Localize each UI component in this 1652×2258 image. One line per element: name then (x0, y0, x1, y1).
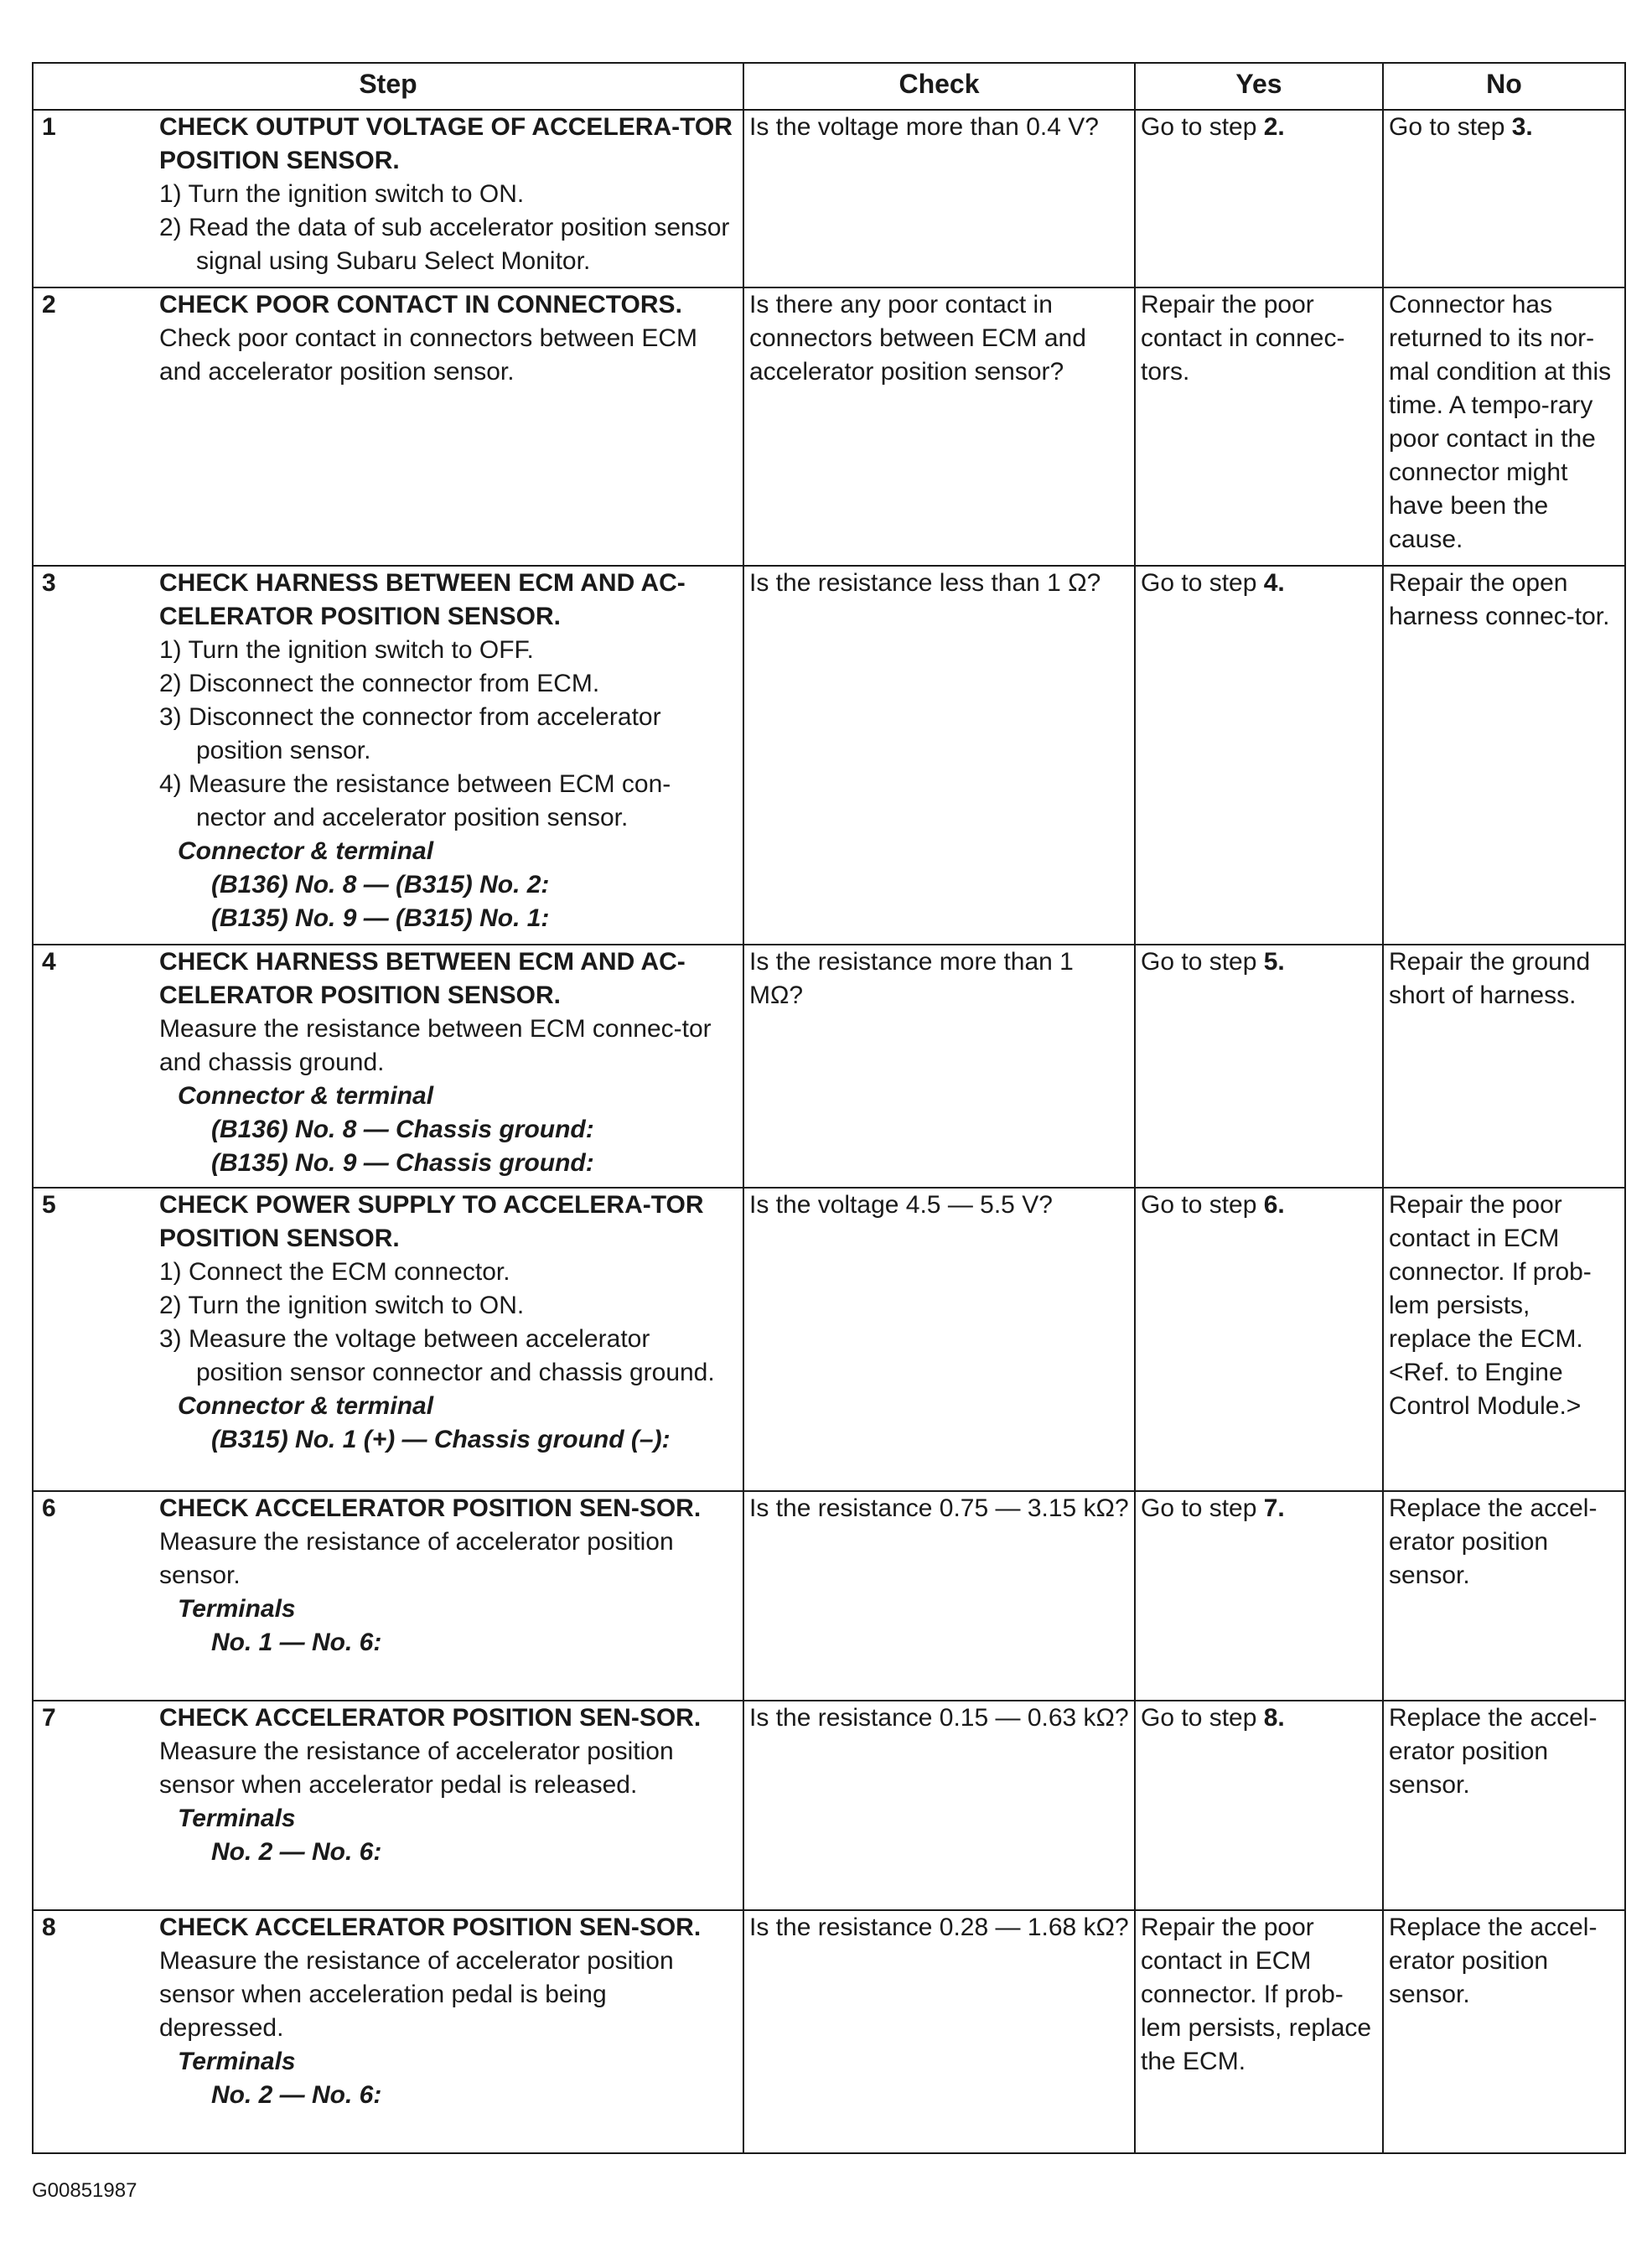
no-step-ref: 3. (1511, 113, 1533, 141)
check-text: Is the voltage more than 0.4 V? (749, 113, 1099, 141)
step-title: CHECK ACCELERATOR POSITION SEN-SOR. (159, 1704, 702, 1732)
yes-cell (1135, 110, 1383, 287)
step-cell (33, 566, 743, 945)
step-cell (33, 1701, 743, 1910)
check-text: Is the resistance 0.15 — 0.63 kΩ? (749, 1704, 1129, 1732)
step-description: Measure the resistance of accelerator position sensor. (159, 1528, 674, 1589)
substep: 3) Measure the voltage between accelerator position sensor connector and chassis ground. (159, 1325, 715, 1386)
no-text: Replace the accel-erator position sensor. (1389, 1914, 1598, 2008)
step-cell (33, 1188, 743, 1491)
yes-step-ref: 8. (1263, 1704, 1285, 1732)
step-description: Measure the resistance of accelerator position sensor when accelerator pedal is released. (159, 1738, 674, 1799)
no-cell (1383, 1910, 1625, 2153)
spec-label: Terminals (178, 2048, 296, 2075)
substep: 3) Disconnect the connector from accelerator position sensor. (159, 703, 661, 764)
spec-value: (B136) No. 8 — (B315) No. 2: (211, 871, 550, 899)
check-text: Is the resistance 0.28 — 1.68 kΩ? (749, 1914, 1129, 1941)
table-row (33, 287, 1625, 566)
table-row (33, 566, 1625, 945)
step-title: CHECK HARNESS BETWEEN ECM AND AC-CELERATOR POSITION SENSOR. (159, 948, 686, 1009)
step-number: 7 (42, 1704, 56, 1732)
no-text: Repair the poor contact in ECM connector. If prob-lem persists, replace the ECM. <Ref. to Engine Control Module.> (1389, 1191, 1592, 1420)
check-cell (743, 1491, 1135, 1701)
diagnostic-table (32, 62, 1626, 2154)
step-cell (33, 110, 743, 287)
yes-text: Go to step (1141, 948, 1264, 976)
step-number: 5 (42, 1191, 56, 1219)
no-cell (1383, 566, 1625, 945)
no-cell (1383, 1491, 1625, 1701)
yes-cell (1135, 1491, 1383, 1701)
step-cell (33, 1910, 743, 2153)
step-number: 2 (42, 291, 56, 319)
no-text: Connector has returned to its nor-mal condition at this time. A tempo-rary poor contact in the connector might have been the cause. (1389, 291, 1612, 553)
spec-label: Connector & terminal (178, 1082, 434, 1110)
table-row (33, 1701, 1625, 1910)
no-text: Replace the accel-erator position sensor. (1389, 1704, 1598, 1799)
yes-cell (1135, 1701, 1383, 1910)
yes-step-ref: 4. (1263, 569, 1285, 597)
yes-step-ref: 7. (1263, 1494, 1285, 1522)
step-description: Measure the resistance between ECM connec-tor and chassis ground. (159, 1015, 712, 1076)
yes-cell (1135, 287, 1383, 566)
substep: 2) Disconnect the connector from ECM. (159, 670, 600, 697)
substep-list (159, 178, 734, 278)
check-cell (743, 1188, 1135, 1491)
table-row (33, 1910, 1625, 2153)
step-description: Check poor contact in connectors between ECM and accelerator position sensor. (159, 324, 697, 386)
step-cell (33, 1491, 743, 1701)
yes-text: Go to step (1141, 113, 1264, 141)
step-title: CHECK HARNESS BETWEEN ECM AND AC-CELERATOR POSITION SENSOR. (159, 569, 686, 630)
step-title: CHECK OUTPUT VOLTAGE OF ACCELERA-TOR POSITION SENSOR. (159, 113, 733, 174)
check-text: Is the resistance less than 1 Ω? (749, 569, 1101, 597)
yes-step-ref: 6. (1263, 1191, 1285, 1219)
step-number: 4 (42, 948, 56, 976)
no-cell (1383, 287, 1625, 566)
yes-step-ref: 5. (1263, 948, 1285, 976)
step-description: Measure the resistance of accelerator position sensor when acceleration pedal is being depressed. (159, 1947, 674, 2042)
table-row (33, 945, 1625, 1188)
header-no: No (1383, 63, 1625, 110)
check-text: Is the resistance more than 1 MΩ? (749, 948, 1074, 1009)
step-title: CHECK ACCELERATOR POSITION SEN-SOR. (159, 1494, 702, 1522)
no-text: Go to step (1389, 113, 1512, 141)
no-cell (1383, 1701, 1625, 1910)
step-number: 3 (42, 569, 56, 597)
spec-value: (B136) No. 8 — Chassis ground: (211, 1116, 594, 1143)
step-title: CHECK POWER SUPPLY TO ACCELERA-TOR POSITION SENSOR. (159, 1191, 704, 1252)
spec-value: No. 2 — No. 6: (211, 2081, 382, 2109)
check-cell (743, 945, 1135, 1188)
yes-step-ref: 2. (1263, 113, 1285, 141)
spec-value: No. 2 — No. 6: (211, 1838, 382, 1866)
yes-cell (1135, 566, 1383, 945)
substep: 4) Measure the resistance between ECM con-nector and accelerator position sensor. (159, 770, 671, 831)
step-number: 8 (42, 1914, 56, 1941)
document-code: G00851987 (32, 2179, 137, 2202)
header-step: Step (33, 63, 743, 110)
spec-label: Terminals (178, 1805, 296, 1832)
spec-value: (B315) No. 1 (+) — Chassis ground (–): (211, 1426, 671, 1453)
check-text: Is there any poor contact in connectors between ECM and accelerator position sensor? (749, 291, 1086, 386)
substep: 1) Connect the ECM connector. (159, 1258, 510, 1286)
spec-value: (B135) No. 9 — (B315) No. 1: (211, 904, 550, 932)
no-cell (1383, 945, 1625, 1188)
check-cell (743, 566, 1135, 945)
check-text: Is the resistance 0.75 — 3.15 kΩ? (749, 1494, 1129, 1522)
substep: 2) Read the data of sub accelerator position sensor signal using Subaru Select Monitor. (159, 214, 730, 275)
step-title: CHECK POOR CONTACT IN CONNECTORS. (159, 291, 682, 319)
no-text: Repair the open harness connec-tor. (1389, 569, 1610, 630)
no-text: Repair the ground short of harness. (1389, 948, 1591, 1009)
yes-text: Go to step (1141, 1494, 1264, 1522)
yes-cell (1135, 945, 1383, 1188)
check-cell (743, 287, 1135, 566)
header-yes: Yes (1135, 63, 1383, 110)
spec-value: (B135) No. 9 — Chassis ground: (211, 1149, 594, 1177)
yes-text: Repair the poor contact in ECM connector. If prob-lem persists, replace the ECM. (1141, 1914, 1372, 2075)
yes-text: Go to step (1141, 1191, 1264, 1219)
step-cell (33, 945, 743, 1188)
step-number: 1 (42, 113, 56, 141)
step-title: CHECK ACCELERATOR POSITION SEN-SOR. (159, 1914, 702, 1941)
yes-text: Repair the poor contact in connec-tors. (1141, 291, 1345, 386)
spec-label: Terminals (178, 1595, 296, 1623)
step-cell (33, 287, 743, 566)
substep-list (159, 1256, 734, 1390)
substep: 2) Turn the ignition switch to ON. (159, 1292, 525, 1319)
table-row (33, 1188, 1625, 1491)
check-text: Is the voltage 4.5 — 5.5 V? (749, 1191, 1053, 1219)
substep-list (159, 634, 734, 835)
no-cell (1383, 1188, 1625, 1491)
step-number: 6 (42, 1494, 56, 1522)
spec-value: No. 1 — No. 6: (211, 1629, 382, 1656)
check-cell (743, 1910, 1135, 2153)
no-text: Replace the accel-erator position sensor. (1389, 1494, 1598, 1589)
substep: 1) Turn the ignition switch to ON. (159, 180, 525, 208)
yes-text: Go to step (1141, 1704, 1264, 1732)
spec-label: Connector & terminal (178, 837, 434, 865)
no-cell (1383, 110, 1625, 287)
table-row (33, 1491, 1625, 1701)
check-cell (743, 110, 1135, 287)
check-cell (743, 1701, 1135, 1910)
spec-label: Connector & terminal (178, 1392, 434, 1420)
header-check: Check (743, 63, 1135, 110)
yes-cell (1135, 1188, 1383, 1491)
substep: 1) Turn the ignition switch to OFF. (159, 636, 534, 664)
yes-text: Go to step (1141, 569, 1264, 597)
table-row (33, 110, 1625, 287)
yes-cell (1135, 1910, 1383, 2153)
table-header-row (33, 63, 1625, 110)
